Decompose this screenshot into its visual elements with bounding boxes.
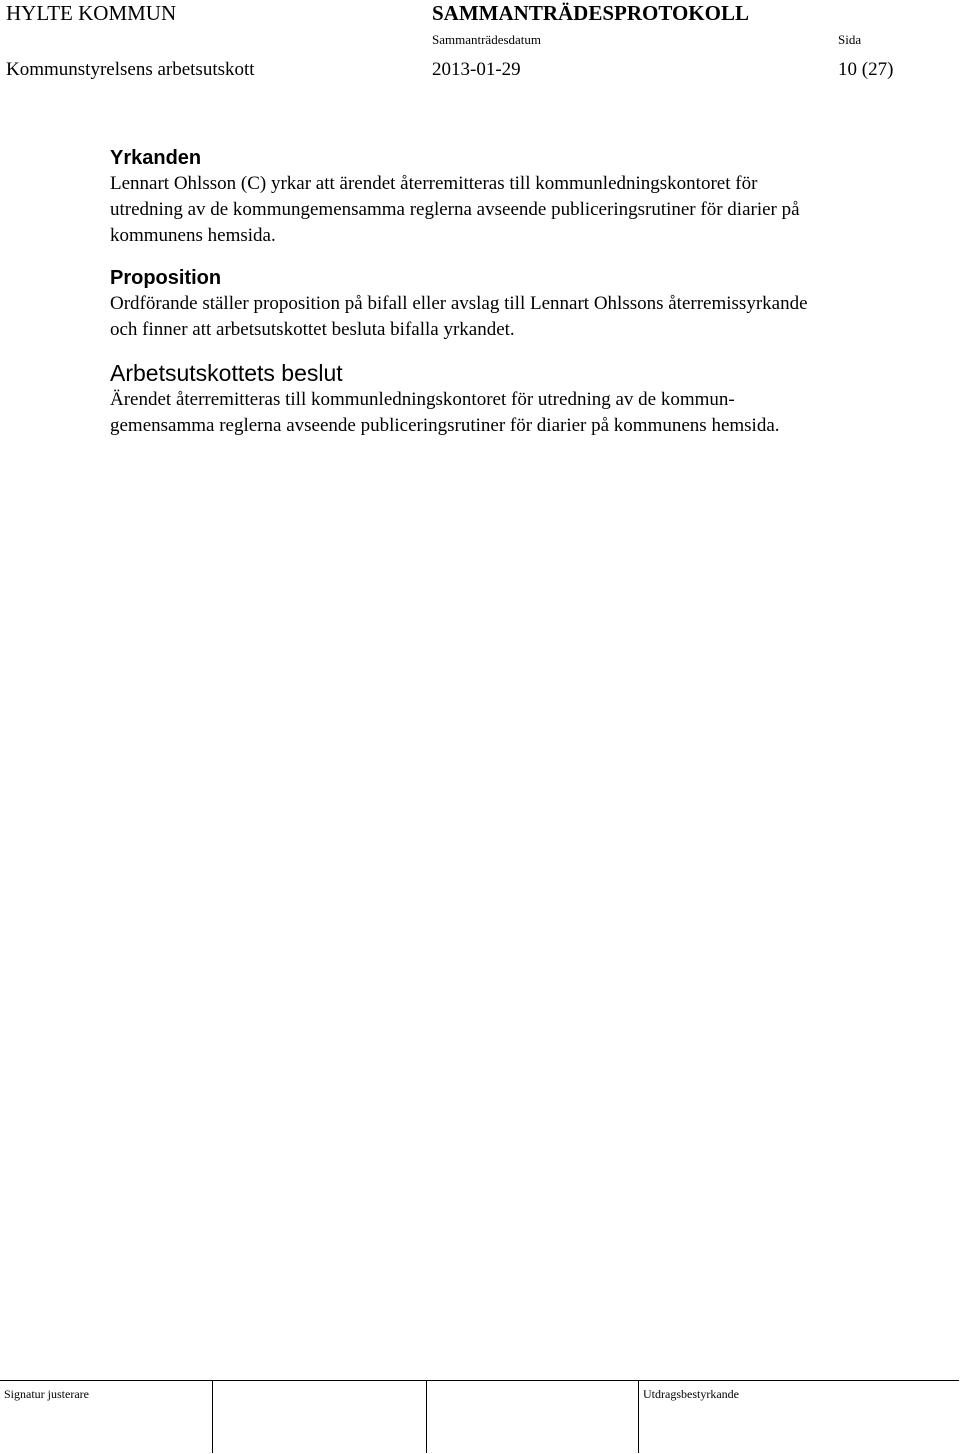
- paragraph-proposition: [110, 291, 940, 343]
- section-yrkanden: [110, 145, 940, 249]
- paragraph-line: gemensamma reglerna avseende publiceringsrutiner för diarier på kommunens hemsida.: [110, 415, 780, 436]
- paragraph-line: Lennart Ohlsson (C) yrkar att ärendet återremitteras till kommunledningskontoret för: [110, 173, 758, 194]
- signature-label: Signatur justerare: [4, 1387, 89, 1401]
- section-proposition: [110, 265, 940, 343]
- committee-name: Kommunstyrelsens arbetsutskott: [6, 59, 255, 80]
- page-label: Sida: [838, 32, 862, 47]
- signature-box: [426, 1381, 639, 1453]
- extract-label: Utdragsbestyrkande: [643, 1387, 739, 1401]
- signature-cell: [0, 1381, 212, 1453]
- document-body: [110, 145, 940, 455]
- signature-footer: [0, 1380, 959, 1453]
- paragraph-line: Ordförande ställer proposition på bifall eller avslag till Lennart Ohlssons återremissyrkande: [110, 293, 808, 314]
- organization-name: HYLTE KOMMUN: [6, 1, 177, 25]
- paragraph-yrkanden: [110, 171, 940, 249]
- paragraph-line: kommunens hemsida.: [110, 225, 276, 246]
- paragraph-line: och finner att arbetsutskottet besluta bifalla yrkandet.: [110, 319, 515, 340]
- section-heading-proposition: Proposition: [110, 267, 222, 289]
- paragraph-line: utredning av de kommungemensamma reglerna avseende publiceringsrutiner för diarier på: [110, 199, 800, 220]
- section-beslut: [110, 359, 940, 439]
- section-heading-beslut: Arbetsutskottets beslut: [110, 360, 343, 386]
- section-heading-yrkanden: Yrkanden: [110, 147, 202, 169]
- document-type-title: SAMMANTRÄDESPROTOKOLL: [432, 1, 749, 25]
- meeting-date-label: Sammanträdesdatum: [432, 32, 542, 47]
- extract-cell: [638, 1381, 959, 1453]
- page-number: 10 (27): [838, 59, 894, 80]
- meeting-date: 2013-01-29: [432, 59, 521, 80]
- signature-box: [212, 1381, 427, 1453]
- paragraph-line: Ärendet återremitteras till kommunledningskontoret för utredning av de kommun-: [110, 389, 735, 410]
- paragraph-beslut: [110, 387, 940, 439]
